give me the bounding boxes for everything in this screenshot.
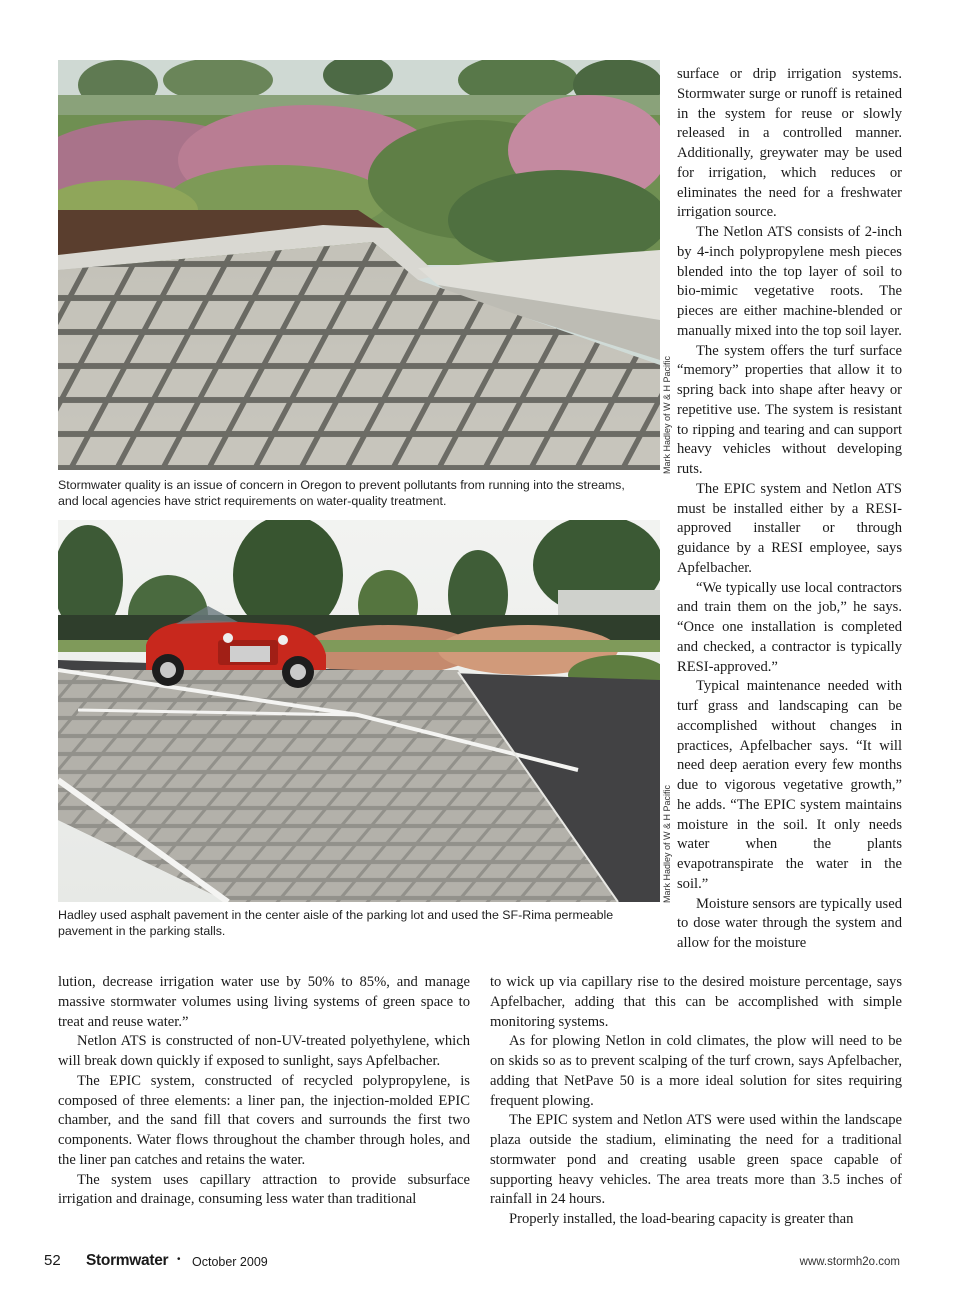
website-url: www.stormh2o.com bbox=[799, 1256, 900, 1268]
paragraph: As for plowing Netlon in cold climates, the plow will need to be on skids so as to prevent scalping of the turf crown, says Apfelbacher, adding that NetPave 50 is a more ideal solution for sites requiring frequent plowing. bbox=[490, 1033, 902, 1109]
photo-caption-2: Hadley used asphalt pavement in the center aisle of the parking lot and used the SF-Rima permeable pavement in the parking stalls. bbox=[58, 908, 614, 938]
paragraph: lution, decrease irrigation water use by 50% to 85%, and manage massive stormwater volumes using living systems of green space to treat and reuse water.” bbox=[58, 974, 470, 1030]
bottom-left-text-column bbox=[58, 973, 470, 1210]
issue-date: October 2009 bbox=[192, 1255, 268, 1269]
photo-parking-lot-car bbox=[58, 520, 660, 902]
paragraph: The system uses capillary attraction to provide subsurface irrigation and drainage, consuming less water than traditional bbox=[58, 1171, 470, 1208]
paragraph: surface or drip irrigation systems. Stormwater surge or runoff is retained in the system for reuse or slowly released in a controlled manner. Additionally, greywater may be used for irrigation, which reduces or eliminates the need for a freshwater irrigation source. bbox=[677, 66, 902, 221]
page-number: 52 bbox=[44, 1252, 61, 1269]
magazine-name: Stormwater bbox=[86, 1252, 169, 1269]
paragraph: The EPIC system, constructed of recycled polypropylene, is composed of three elements: a liner pan, the injection-molded EPIC chamber, and the sand fill that covers and surrounds the first two components. Water flows throughout the chamber through holes, and the liner pan catches and retains the water. bbox=[58, 1072, 470, 1168]
photo-credit-2: Mark Hadley of W & H Pacific bbox=[662, 784, 672, 903]
paragraph: The Netlon ATS consists of 2-inch by 4-inch polypropylene mesh pieces blended into the top layer of soil to bio-mimic vegetative roots. The pieces are either machine-blended or manually mixed into the top soil layer. bbox=[677, 224, 902, 339]
paragraph: The EPIC system and Netlon ATS were used within the landscape plaza outside the stadium, eliminating the need for a traditional stormwater pond and creating usable green space capable of supporting heavy vehicles. The area treats more than 3.5 inches of rainfall in 24 hours. bbox=[490, 1112, 902, 1208]
paragraph: Properly installed, the load-bearing capacity is greater than bbox=[509, 1211, 854, 1227]
paragraph: Netlon ATS is constructed of non-UV-treated polyethylene, which will break down quickly if exposed to sunlight, says Apfelbacher. bbox=[58, 1033, 470, 1069]
paragraph: to wick up via capillary rise to the desired moisture percentage, says Apfelbacher, adding that this can be accomplished with simple monitoring systems. bbox=[490, 974, 902, 1030]
right-text-column bbox=[677, 65, 902, 954]
paragraph: The EPIC system and Netlon ATS must be installed either by a RESI-approved installer or through guidance by a RESI employee, says Apfelbacher. bbox=[677, 480, 902, 576]
paragraph: Moisture sensors are typically used to dose water through the system and allow for the moisture bbox=[677, 895, 902, 951]
paragraph: “We typically use local contractors and train them on the job,” he says. “Once one installation is completed and checked, a contractor is typically RESI-approved.” bbox=[677, 579, 902, 675]
photo-credit-1: Mark Hadley of W & H Pacific bbox=[662, 355, 672, 474]
paragraph: The system offers the turf surface “memory” properties that allow it to spring back into shape after heavy or repetitive use. The system is resistant to ripping and tearing and can support heavy vehicles without developing ruts. bbox=[677, 342, 902, 477]
paragraph: Typical maintenance needed with turf grass and landscaping can be accomplished without changes in practices, Apfelbacher says. “It will need deep aeration every few months due to vigorous vegetative growth,” he adds. “The EPIC system maintains moisture in the soil. It only needs water when the plants evapotranspirate the water in the soil.” bbox=[677, 678, 902, 892]
photo-caption-1: Stormwater quality is an issue of concern in Oregon to prevent pollutants from running into the streams, and local agencies have strict requirements on water-quality treatment. bbox=[58, 478, 625, 508]
bottom-right-text-column bbox=[490, 973, 902, 1230]
photo-permeable-pavers bbox=[58, 60, 660, 470]
footer-bullet: • bbox=[177, 1254, 181, 1265]
